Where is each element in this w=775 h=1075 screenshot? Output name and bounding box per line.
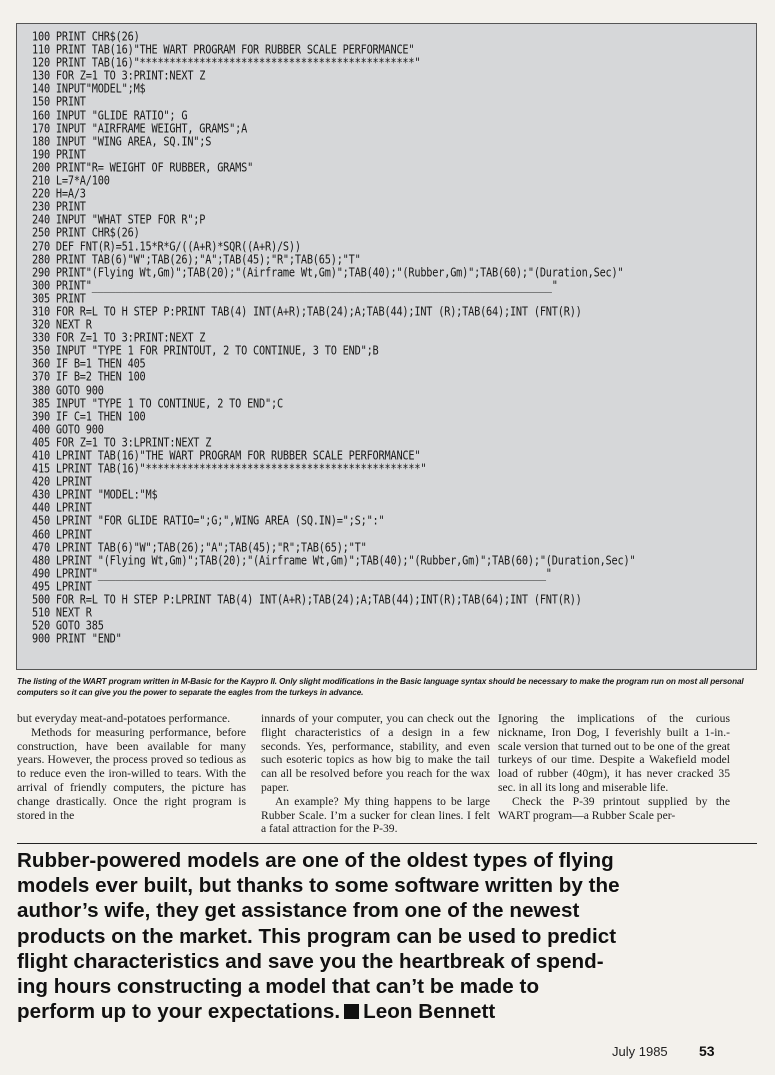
deck-line-last [17, 999, 762, 1024]
author-name: Leon Bennett [363, 1000, 496, 1024]
code-line: 380 GOTO 900 [32, 383, 104, 398]
code-line: 210 L=7*A/100 [32, 174, 110, 189]
body-paragraph: but everyday meat-and-potatoes performance. [17, 712, 231, 725]
code-line: 350 INPUT "TYPE 1 FOR PRINTOUT, 2 TO CONTINUE, 3 TO END";B [32, 344, 379, 359]
listing-caption: The listing of the WART program written in M-Basic for the Kaypro II. Only slight modifications in the Basic language syntax should be necessary to make the program run on most all personal computers so it can give you the power to separate the eagles from the turkeys in advance. [17, 677, 744, 697]
code-line: 200 PRINT"R= WEIGHT OF RUBBER, GRAMS" [32, 160, 254, 176]
code-line: 410 LPRINT TAB(16)"THE WART PROGRAM FOR RUBBER SCALE PERFORMANCE" [32, 449, 421, 464]
code-line: 400 GOTO 900 [32, 422, 104, 437]
page-number: 53 [699, 1043, 715, 1059]
code-line: 460 LPRINT [32, 527, 92, 542]
code-line: 150 PRINT [32, 95, 86, 110]
deck-line: flight characteristics and save you the heartbreak of spend- [17, 949, 604, 973]
code-line: 495 LPRINT [32, 579, 92, 595]
code-line: 510 NEXT R [32, 606, 92, 621]
code-line: 330 FOR Z=1 TO 3:PRINT:NEXT Z [32, 331, 206, 346]
code-line: 270 DEF FNT(R)=51.15*R*G/((A+R)*SQR((A+R)/S)) [32, 239, 301, 254]
code-line: 190 PRINT [32, 147, 86, 163]
code-line: 100 PRINT CHR$(26) [32, 30, 140, 45]
code-line: 250 PRINT CHR$(26) [32, 226, 140, 241]
code-line: 390 IF C=1 THEN 100 [32, 409, 146, 424]
deck-line: Rubber-powered models are one of the oldest types of flying [17, 849, 614, 872]
body-column-1 [17, 712, 246, 822]
code-line: 900 PRINT "END" [32, 632, 122, 647]
program-listing-box [16, 23, 757, 670]
code-line: 310 FOR R=L TO H STEP P:PRINT TAB(4) INT(A+R);TAB(24);A;TAB(44);INT (R);TAB(64);INT (FNT(R)) [32, 304, 582, 320]
code-line: 300 PRINT"_____________________________________________________________________________" [32, 278, 558, 293]
section-divider [17, 843, 757, 844]
deck-line: products on the market. This program can be used to predict [17, 924, 617, 948]
code-line: 480 LPRINT "(Flying Wt,Gm)";TAB(20);"(Airframe Wt,Gm)";TAB(40);"(Rubber,Gm)";TAB(60);"(Duration,Sec)" [32, 553, 636, 568]
body-column-3 [498, 712, 730, 822]
code-line: 160 INPUT "GLIDE RATIO"; G [32, 108, 188, 123]
code-line: 180 INPUT "WING AREA, SQ.IN";S [32, 134, 212, 149]
code-line: 385 INPUT "TYPE 1 TO CONTINUE, 2 TO END";C [32, 396, 283, 411]
code-line: 130 FOR Z=1 TO 3:PRINT:NEXT Z [32, 69, 206, 84]
code-line: 120 PRINT TAB(16)"**********************************************" [32, 56, 421, 71]
code-line: 320 NEXT R [32, 318, 92, 333]
code-line: 370 IF B=2 THEN 100 [32, 370, 146, 385]
code-line: 280 PRINT TAB(6)"W";TAB(26);"A";TAB(45);"R";TAB(65);"T" [32, 252, 361, 267]
code-line: 220 H=A/3 [32, 187, 86, 202]
deck-line: author’s wife, they get assistance from one of the newest [17, 899, 580, 923]
program-listing [32, 30, 753, 645]
body-paragraph: innards of your computer, you can check out the flight characteristics of a design in a few seconds. Yes, performance, stability, and even such esoteric topics as how big to make the tail can all be resolved before you reach for the wax paper. [261, 712, 490, 794]
code-line: 430 LPRINT "MODEL:"M$ [32, 488, 158, 503]
code-line: 490 LPRINT"___________________________________________________________________________" [32, 566, 552, 582]
code-line: 415 LPRINT TAB(16)"**********************************************" [32, 462, 427, 477]
code-line: 290 PRINT"(Flying Wt,Gm)";TAB(20);"(Airframe Wt,Gm)";TAB(40);"(Rubber,Gm)";TAB(60);"(Duration,Sec)" [32, 265, 624, 280]
deck-line-text: perform up to your expectations. [17, 1000, 341, 1024]
code-line: 110 PRINT TAB(16)"THE WART PROGRAM FOR RUBBER SCALE PERFORMANCE" [32, 43, 415, 58]
body-paragraph: An example? My thing happens to be large Rubber Scale. I’m a sucker for clean lines. I felt a fatal attraction for the P-39. [261, 794, 490, 836]
code-line: 140 INPUT"MODEL";M$ [32, 82, 146, 97]
code-line: 500 FOR R=L TO H STEP P:LPRINT TAB(4) INT(A+R);TAB(24);A;TAB(44);INT(R);TAB(64);INT (FNT(R)) [32, 593, 582, 608]
body-paragraph: Ignoring the implications of the curious nickname, Iron Dog, I feverishly built a 1-in.-scale version that turned out to be one of the great turkeys of our time. Despite a Wakefield model load of rubber (40gm), it has never cracked 35 sec. in all its long and miserable life. [498, 712, 730, 794]
deck-line: ing hours constructing a model that can’t be made to [17, 975, 540, 999]
code-line: 405 FOR Z=1 TO 3:LPRINT:NEXT Z [32, 435, 212, 451]
code-line: 520 GOTO 385 [32, 619, 104, 634]
body-column-2 [261, 712, 490, 836]
code-line: 230 PRINT [32, 200, 86, 215]
code-line: 360 IF B=1 THEN 405 [32, 357, 146, 372]
end-square-icon [344, 1004, 359, 1019]
code-line: 170 INPUT "AIRFRAME WEIGHT, GRAMS";A [32, 121, 248, 136]
code-line: 305 PRINT [32, 291, 86, 307]
body-paragraph: Methods for measuring performance, before construction, have been available for many years. However, the process proved so tedious as to reduce even the iron-willed to tears. With the arrival of friendly computers, the picture has change drastically. Once the right program is stored in the [17, 725, 246, 822]
code-line: 450 LPRINT "FOR GLIDE RATIO=";G;",WING AREA (SQ.IN)=";S;":" [32, 514, 385, 529]
code-line: 440 LPRINT [32, 501, 92, 516]
code-line: 470 LPRINT TAB(6)"W";TAB(26);"A";TAB(45);"R";TAB(65);"T" [32, 540, 367, 555]
deck-line: models ever built, but thanks to some software written by the [17, 874, 620, 898]
body-paragraph: Check the P-39 printout supplied by the WART program—a Rubber Scale per- [498, 794, 730, 822]
code-line: 240 INPUT "WHAT STEP FOR R";P [32, 213, 206, 228]
article-deck [17, 848, 762, 1024]
body-columns [17, 712, 757, 836]
code-line: 420 LPRINT [32, 475, 92, 490]
issue-date: July 1985 [612, 1044, 668, 1059]
